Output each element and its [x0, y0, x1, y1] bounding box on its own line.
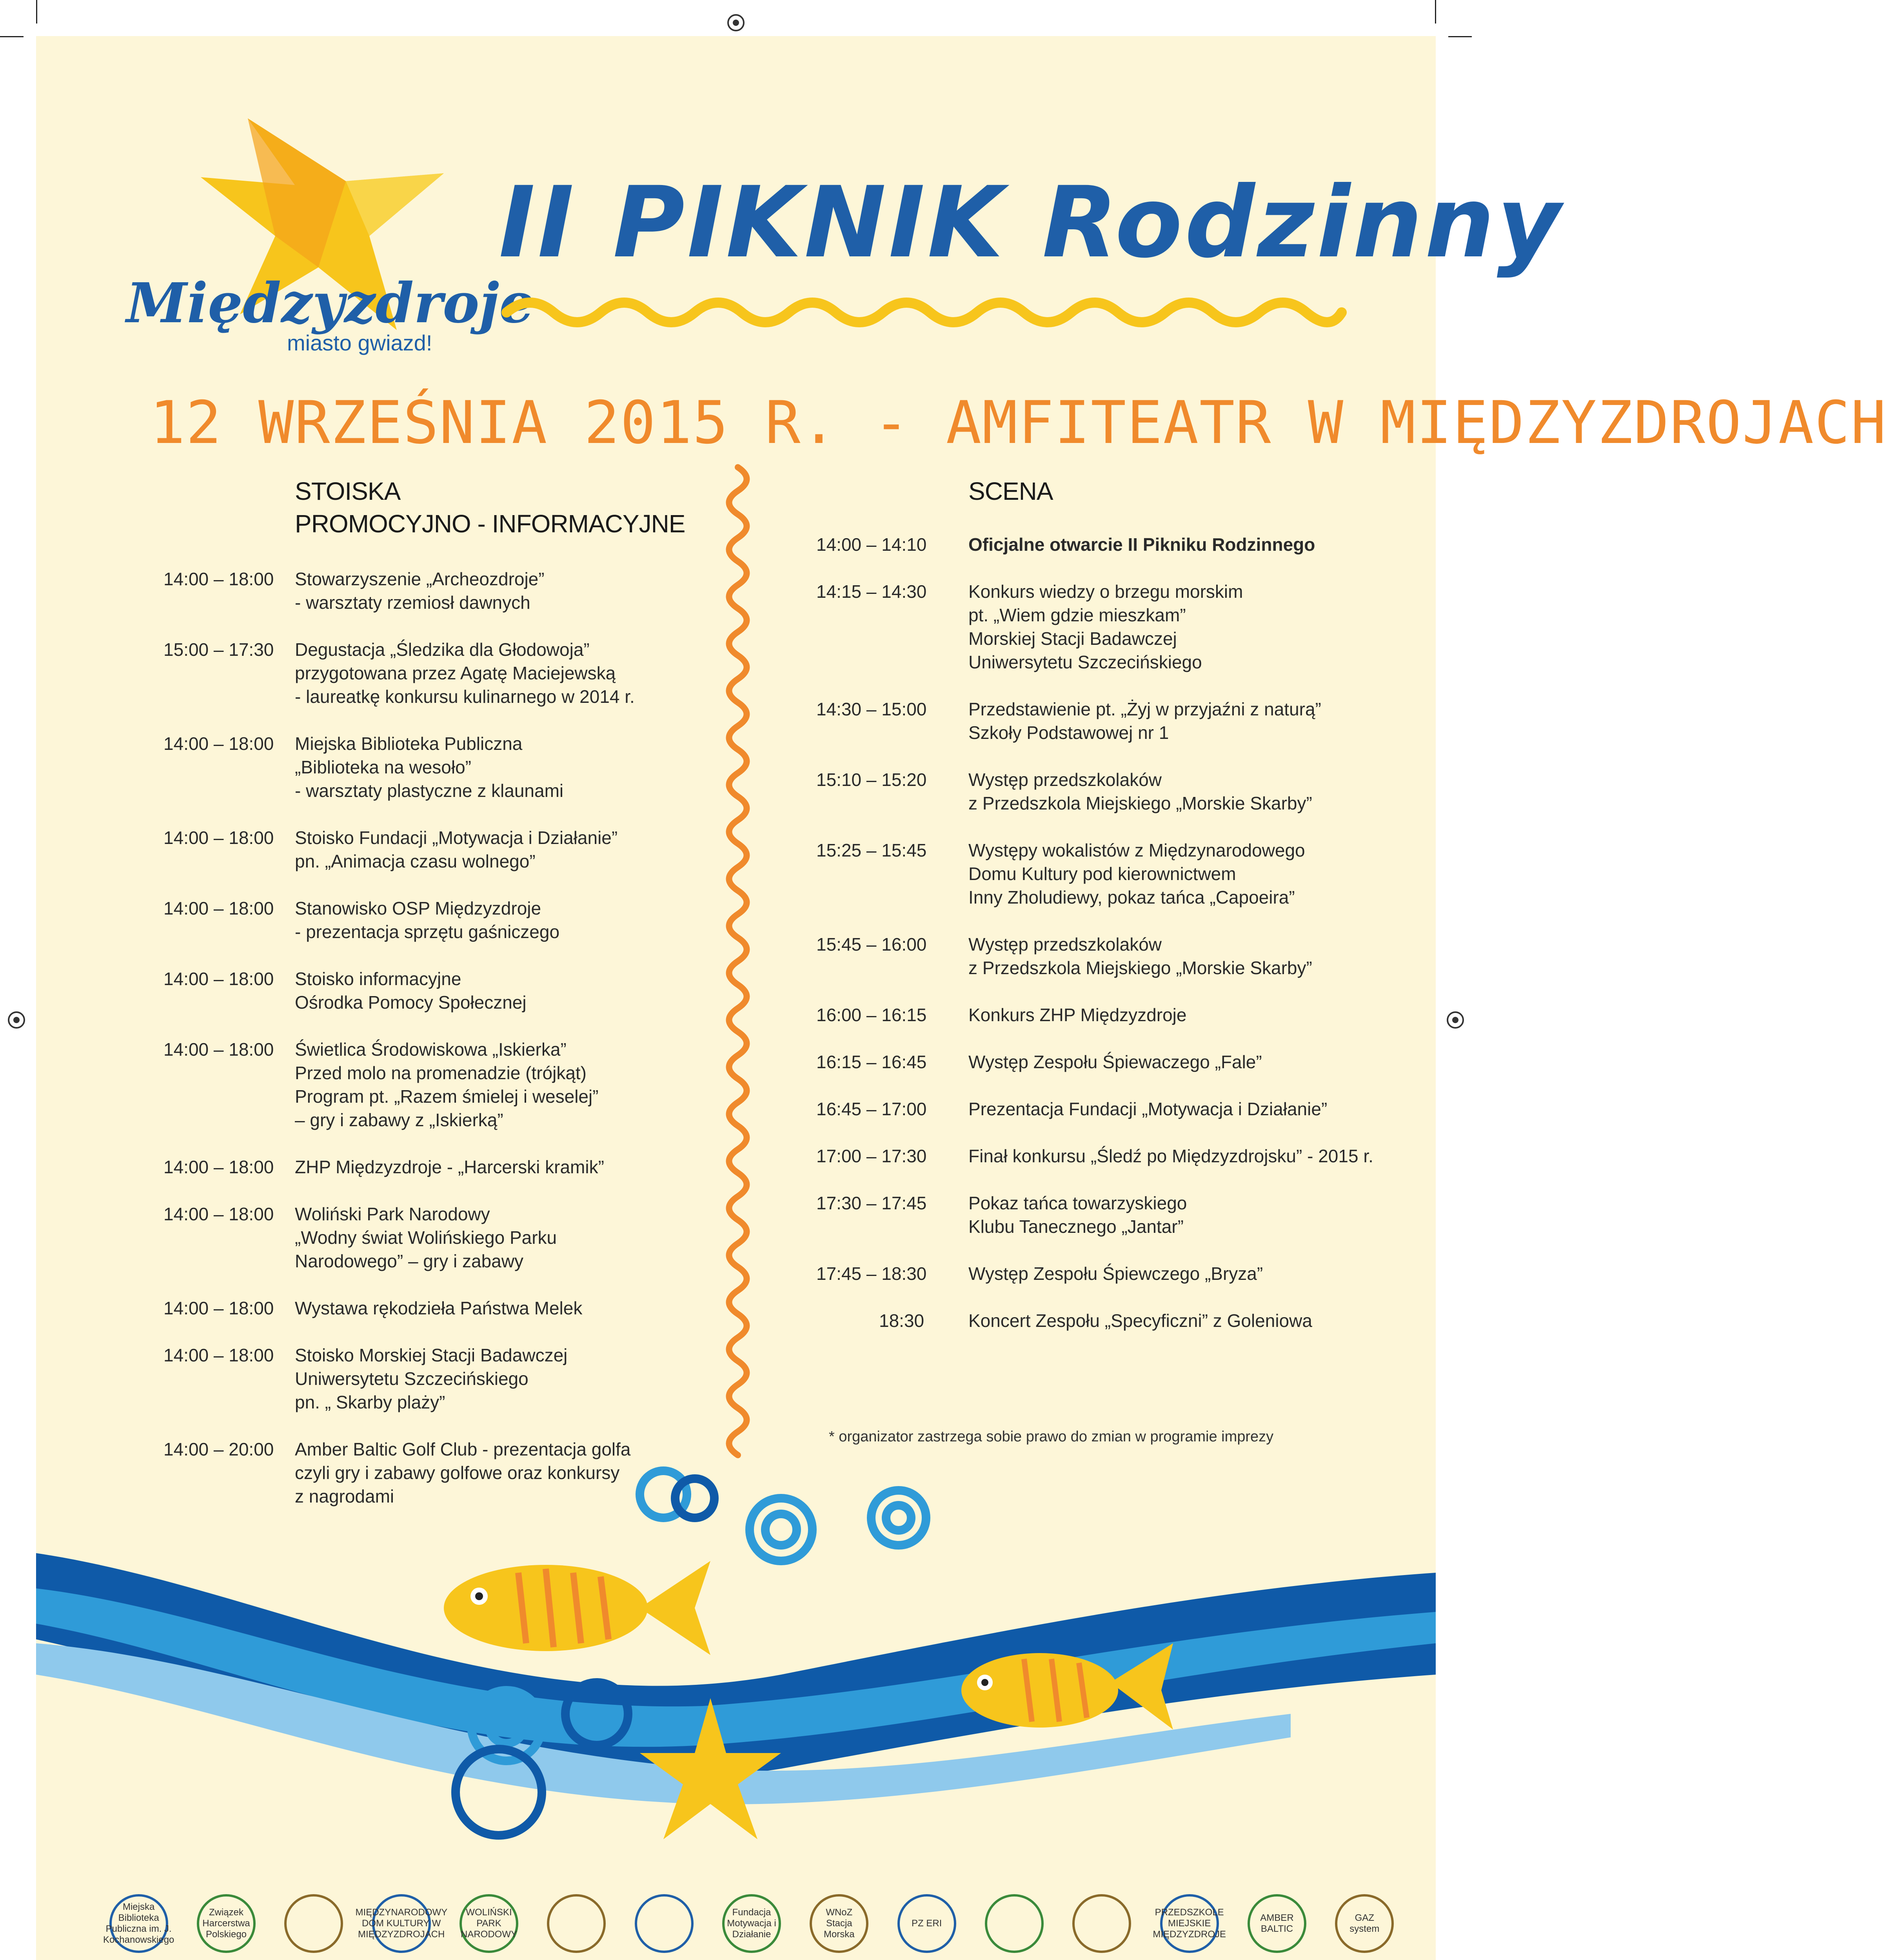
description-line: pn. „Animacja czasu wolnego”: [295, 851, 536, 871]
description-line: – gry i zabawy z „Iskierką”: [295, 1110, 503, 1130]
description-line: „Wodny świat Wolińskiego Parku: [295, 1227, 557, 1248]
schedule-description: [968, 1097, 1327, 1121]
logo-tagline: miasto gwiazd!: [287, 330, 432, 355]
description-line: z nagrodami: [295, 1486, 394, 1506]
schedule-time: 14:00 – 18:00: [163, 1204, 274, 1224]
crop-mark: [1435, 0, 1436, 24]
description-line: Występ przedszkolaków: [968, 769, 1162, 790]
schedule-description: [968, 1262, 1263, 1285]
description-line: Występ Zespołu Śpiewaczego „Fale”: [968, 1052, 1262, 1072]
description-line: Miejska Biblioteka Publiczna: [295, 733, 523, 754]
description-line: pn. „ Skarby plaży”: [295, 1392, 445, 1412]
schedule-description: [295, 732, 563, 802]
schedule-description: [968, 1309, 1312, 1332]
schedule-time: 14:00 – 18:00: [163, 828, 274, 848]
description-line: Występy wokalistów z Międzynarodowego: [968, 840, 1305, 860]
schedule-time: 14:30 – 15:00: [816, 699, 927, 719]
registration-mark-left: [8, 1011, 25, 1029]
social-help-logo: [274, 1878, 354, 1960]
cream-logo: [974, 1878, 1054, 1960]
crop-mark: [36, 0, 37, 24]
schedule-time: 18:30: [879, 1310, 924, 1331]
description-line: z Przedszkola Miejskiego „Morskie Skarby”: [968, 958, 1312, 978]
schedule-time: 15:10 – 15:20: [816, 769, 927, 790]
description-line: Uniwersytetu Szczecińskiego: [968, 652, 1202, 672]
description-line: Przedstawienie pt. „Żyj w przyjaźni z naturą”: [968, 699, 1321, 719]
schedule-time: 14:00 – 18:00: [163, 898, 274, 918]
schedule-time: 14:00 – 18:00: [163, 1157, 274, 1177]
poster-title: II PIKNIK Rodzinny: [499, 165, 1563, 279]
description-line: przygotowana przez Agatę Maciejewską: [295, 663, 616, 683]
description-line: Występ Zespołu Śpiewczego „Bryza”: [968, 1263, 1263, 1284]
description-line: pt. „Wiem gdzie mieszkam”: [968, 605, 1186, 625]
fundacja-logo: Fundacja Motywacja i Działanie: [712, 1878, 791, 1960]
schedule-description: [295, 1202, 557, 1273]
gaz-system-logo: GAZ system: [1325, 1878, 1404, 1960]
schedule-time: 17:45 – 18:30: [816, 1263, 927, 1284]
wnoz-logo: WNoZ Stacja Morska: [799, 1878, 879, 1960]
schedule-time: 14:00 – 18:00: [163, 1298, 274, 1318]
description-line: Stoisko Fundacji „Motywacja i Działanie”: [295, 828, 618, 848]
schedule-description: [968, 1050, 1262, 1074]
description-line: Prezentacja Fundacji „Motywacja i Działanie”: [968, 1099, 1328, 1119]
kindergarten-logo: PRZEDSZKOLE MIEJSKIE MIĘDZYZDROJE: [1150, 1878, 1229, 1960]
schedule-time: 17:30 – 17:45: [816, 1193, 927, 1213]
schedule-description: [968, 933, 1312, 980]
schedule-time: 14:00 – 18:00: [163, 1345, 274, 1365]
description-line: Amber Baltic Golf Club - prezentacja golfa: [295, 1439, 631, 1459]
fish-icon: [444, 1561, 710, 1655]
schedule-time: 14:00 – 18:00: [163, 733, 274, 754]
left-column-heading: STOISKA PROMOCYJNO - INFORMACYJNE: [295, 477, 685, 538]
crop-mark: [0, 36, 24, 37]
schedule-time: 16:00 – 16:15: [816, 1005, 927, 1025]
schedule-description: [295, 967, 527, 1014]
description-line: Uniwersytetu Szczecińskiego: [295, 1368, 529, 1389]
amber-baltic-logo: AMBER BALTIC: [1237, 1878, 1317, 1960]
schedule-description: [968, 838, 1305, 909]
description-line: Przed molo na promenadzie (trójkąt): [295, 1063, 587, 1083]
schedule-time: 14:00 – 14:10: [816, 534, 927, 555]
schedule-description: [968, 1191, 1187, 1238]
description-line: czyli gry i zabawy golfowe oraz konkursy: [295, 1463, 620, 1483]
title-wave-underline: [503, 291, 1346, 334]
pzeri-logo: PZ ERI: [887, 1878, 966, 1960]
description-line: Koncert Zespołu „Specyficzni” z Goleniowa: [968, 1310, 1312, 1331]
description-line: Narodowego” – gry i zabawy: [295, 1251, 523, 1271]
schedule-time: 14:00 – 20:00: [163, 1439, 274, 1459]
schedule-description: [968, 697, 1321, 744]
schedule-time: 14:00 – 18:00: [163, 969, 274, 989]
description-line: Klubu Tanecznego „Jantar”: [968, 1216, 1184, 1237]
schedule-description: [295, 567, 545, 614]
description-line: - prezentacja sprzętu gaśniczego: [295, 922, 560, 942]
schedule-time: 15:25 – 15:45: [816, 840, 927, 860]
description-line: - warsztaty plastyczne z klaunami: [295, 780, 564, 801]
schedule-time: 16:15 – 16:45: [816, 1052, 927, 1072]
description-line: Występ przedszkolaków: [968, 934, 1162, 955]
right-column-heading: SCENA: [968, 477, 1053, 505]
school-logo: [1062, 1878, 1142, 1960]
logo-wordmark: Międzyzdroje: [126, 271, 534, 336]
schedule-description: [968, 533, 1315, 556]
schedule-description: [968, 1003, 1186, 1027]
sea-waves-illustration: [36, 1471, 1436, 1863]
schedule-time: 14:00 – 18:00: [163, 1039, 274, 1060]
description-line: Stanowisko OSP Międzyzdroje: [295, 898, 541, 918]
schedule-description: [295, 826, 617, 873]
crop-mark: [1448, 36, 1472, 37]
description-line: Woliński Park Narodowy: [295, 1204, 490, 1224]
description-line: Konkurs ZHP Międzyzdroje: [968, 1005, 1187, 1025]
description-line: Program pt. „Razem śmielej i weselej”: [295, 1086, 599, 1107]
schedule-time: 14:15 – 14:30: [816, 581, 927, 602]
description-line: Domu Kultury pod kierownictwem: [968, 864, 1236, 884]
description-line: Konkurs wiedzy o brzegu morskim: [968, 581, 1243, 602]
description-line: Stowarzyszenie „Archeozdroje”: [295, 569, 545, 589]
culture-house-logo: MIĘDZYNARODOWY DOM KULTURY W MIĘDZYZDROJACH: [361, 1878, 441, 1960]
description-line: Szkoły Podstawowej nr 1: [968, 722, 1169, 743]
schedule-description: [295, 1038, 599, 1132]
description-line: Inny Zholudiewy, pokaz tańca „Capoeira”: [968, 887, 1295, 907]
description-line: - warsztaty rzemiosł dawnych: [295, 592, 530, 613]
schedule-description: [295, 897, 559, 944]
description-line: Morskiej Stacji Badawczej: [968, 628, 1177, 649]
schedule-time: 15:45 – 16:00: [816, 934, 927, 955]
schedule-description: [968, 768, 1312, 815]
city-crest-logo: [624, 1878, 704, 1960]
poster: [36, 36, 1887, 1960]
sponsor-logos: [99, 1878, 1412, 1960]
description-line: Świetlica Środowiskowa „Iskierka”: [295, 1039, 567, 1060]
registration-mark-top: [727, 14, 745, 31]
description-line: - laureatkę konkursu kulinarnego w 2014 r.: [295, 686, 635, 707]
schedule-description: [295, 1155, 604, 1179]
event-date-location: 12 WRZEŚNIA 2015 R. - AMFITEATR W MIĘDZYZDROJACH: [150, 389, 1887, 457]
description-line: z Przedszkola Miejskiego „Morskie Skarby”: [968, 793, 1312, 813]
description-line: Stoisko Morskiej Stacji Badawczej: [295, 1345, 568, 1365]
description-line: Degustacja „Śledzika dla Głodowoja”: [295, 639, 590, 660]
schedule-time: 14:00 – 18:00: [163, 569, 274, 589]
disclaimer-note: * organizator zastrzega sobie prawo do zmian w programie imprezy: [829, 1428, 1274, 1445]
schedule-description: [295, 1343, 567, 1414]
description-line: Ośrodka Pomocy Społecznej: [295, 992, 527, 1013]
schedule-description: [295, 638, 635, 708]
description-line: Pokaz tańca towarzyskiego: [968, 1193, 1187, 1213]
schedule-time: 17:00 – 17:30: [816, 1146, 927, 1166]
schedule-description: [295, 1296, 582, 1320]
description-line: Finał konkursu „Śledź po Międzyzdrojsku” - 2015 r.: [968, 1146, 1373, 1166]
registration-mark-right: [1447, 1011, 1464, 1029]
schedule-description: [968, 1144, 1373, 1168]
schedule-time: 16:45 – 17:00: [816, 1099, 927, 1119]
description-line: Wystawa rękodzieła Państwa Melek: [295, 1298, 583, 1318]
wolin-park-logo: WOLIŃSKI PARK NARODOWY: [449, 1878, 529, 1960]
library-logo: Miejska Biblioteka Publiczna im. J. Kochanowskiego: [99, 1878, 178, 1960]
osp-logo: [537, 1878, 616, 1960]
description-line: ZHP Międzyzdroje - „Harcerski kramik”: [295, 1157, 604, 1177]
schedule-description: [968, 580, 1243, 674]
center-wavy-divider: [714, 463, 761, 1455]
schedule-time: 15:00 – 17:30: [163, 639, 274, 660]
zhp-logo: Związek Harcerstwa Polskiego: [186, 1878, 266, 1960]
description-line: Oficjalne otwarcie II Pikniku Rodzinnego: [968, 534, 1315, 555]
description-line: „Biblioteka na wesoło”: [295, 757, 472, 777]
description-line: Stoisko informacyjne: [295, 969, 461, 989]
